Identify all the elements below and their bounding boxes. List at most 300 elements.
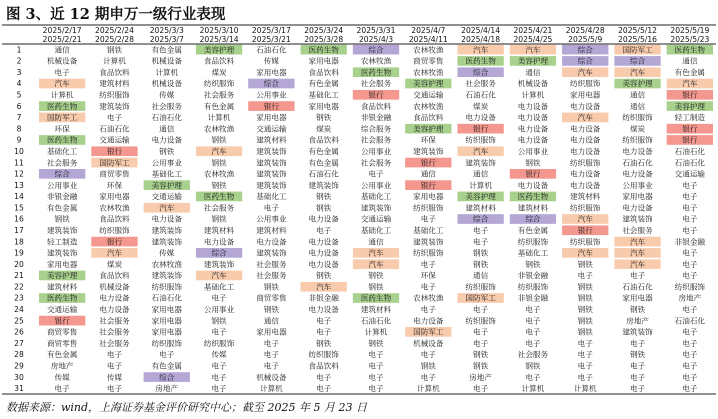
industry-cell: 钢铁 (368, 282, 384, 292)
industry-cell: 电子 (420, 305, 436, 315)
industry-cell: 电子 (473, 237, 489, 247)
industry-cell: 纺织服饰 (570, 203, 601, 213)
industry-cell: 计算机 (259, 384, 283, 394)
industry-cell: 钢铁 (159, 146, 175, 156)
industry-cell: 商贸零售 (99, 169, 130, 179)
industry-cell: 钢铁 (473, 350, 489, 360)
industry-cell: 钢铁 (316, 113, 332, 123)
industry-cell: 计算机 (207, 113, 231, 123)
industry-cell: 有色金属 (203, 101, 235, 111)
industry-cell: 银行 (420, 180, 436, 190)
industry-cell: 电子 (420, 282, 436, 292)
industry-cell: 美容护理 (46, 271, 78, 281)
industry-cell: 机械设备 (517, 79, 549, 89)
industry-cell: 电力设备 (622, 146, 653, 156)
rank-label: 7 (16, 113, 22, 123)
industry-cell: 环保 (420, 271, 436, 281)
industry-cell: 综合 (263, 79, 279, 89)
industry-cell: 有色金属 (46, 350, 78, 360)
industry-cell: 电子 (682, 203, 698, 213)
industry-cell: 基础化工 (360, 192, 392, 202)
industry-cell: 建筑材料 (203, 226, 235, 235)
industry-cell: 电子 (211, 372, 227, 382)
industry-cell: 电子 (629, 361, 646, 371)
industry-cell: 建筑装饰 (256, 146, 287, 156)
industry-cell: 通信 (525, 67, 541, 77)
industry-cell: 社会服务 (151, 101, 182, 111)
industry-cell: 社会服务 (360, 158, 392, 168)
industry-cell: 公用事业 (203, 305, 235, 315)
rank-label: 4 (16, 79, 22, 89)
industry-cell: 食品饮料 (308, 361, 339, 371)
industry-cell: 建筑装饰 (151, 237, 182, 247)
industry-cell: 非银金融 (308, 293, 339, 303)
industry-cell: 社会服务 (99, 327, 130, 337)
industry-cell: 计算机 (521, 90, 545, 100)
industry-cell: 医药生物 (308, 45, 339, 55)
industry-cell: 银行 (106, 146, 123, 156)
rank-label: 14 (14, 192, 24, 202)
industry-cell: 家用电器 (413, 192, 444, 202)
industry-cell: 商贸零售 (413, 56, 444, 66)
industry-cell: 房地产 (155, 384, 179, 394)
industry-cell: 通信 (54, 45, 70, 55)
industry-cell: 家用电器 (46, 259, 78, 269)
rank-label: 19 (14, 248, 24, 258)
industry-cell: 电子 (316, 226, 332, 235)
industry-cell: 交通运输 (151, 192, 182, 202)
industry-cell: 轻工制造 (674, 113, 706, 123)
industry-cell: 电子 (682, 214, 698, 224)
industry-cell: 电子 (629, 384, 646, 394)
industry-cell: 电子 (54, 67, 70, 77)
rank-label: 17 (14, 226, 24, 235)
industry-cell: 汽车 (368, 259, 384, 269)
industry-cell: 通信 (682, 56, 698, 66)
industry-cell: 有色金属 (46, 203, 78, 213)
industry-cell: 钢铁 (263, 305, 279, 315)
industry-cell: 电子 (682, 327, 698, 337)
industry-cell: 机械设备 (99, 282, 130, 292)
industry-cell: 钢铁 (420, 361, 436, 371)
rank-label: 11 (14, 158, 24, 168)
industry-cell: 电子 (420, 350, 436, 360)
industry-cell: 电子 (577, 361, 593, 371)
industry-cell: 食品饮料 (413, 113, 444, 123)
industry-cell: 有色金属 (517, 226, 549, 235)
industry-cell: 轻工制造 (46, 237, 78, 247)
industry-cell: 电子 (682, 180, 698, 190)
industry-cell: 有色金属 (674, 67, 706, 77)
industry-cell: 机械设备 (413, 338, 444, 348)
industry-cell: 电子 (525, 338, 541, 348)
industry-cell: 钢铁 (263, 282, 279, 292)
industry-cell: 电子 (420, 372, 436, 382)
industry-cell: 银行 (682, 124, 698, 134)
industry-cell: 纺织服饰 (570, 237, 601, 247)
industry-cell: 计算机 (50, 90, 74, 100)
rank-label: 25 (14, 316, 24, 326)
industry-cell: 汽车 (629, 259, 646, 269)
industry-cell: 农林牧渔 (413, 101, 444, 111)
industry-cell: 电子 (577, 338, 593, 348)
industry-cell: 电子 (525, 327, 541, 337)
industry-cell: 电子 (368, 169, 384, 179)
rank-label: 2 (16, 56, 22, 66)
industry-cell: 电子 (473, 327, 489, 337)
rank-label: 22 (14, 282, 24, 292)
industry-cell: 电力设备 (256, 237, 287, 247)
industry-cell: 纺织服饰 (308, 350, 339, 360)
industry-cell: 电子 (211, 384, 227, 394)
industry-cell: 传媒 (159, 248, 175, 258)
industry-cell: 电子 (368, 384, 384, 394)
industry-cell: 传媒 (106, 372, 123, 382)
industry-cell: 建筑装饰 (256, 169, 287, 179)
industry-cell: 建筑装饰 (203, 259, 235, 269)
industry-cell: 农林牧渔 (413, 45, 444, 55)
industry-cell: 石油石化 (674, 316, 706, 326)
industry-cell: 基础化工 (203, 282, 235, 292)
industry-cell: 社会服务 (99, 338, 130, 348)
industry-cell: 社会服务 (622, 226, 653, 235)
industry-cell: 电力设备 (570, 169, 601, 179)
industry-cell: 煤炭 (106, 259, 123, 269)
industry-cell: 电力设备 (308, 237, 339, 247)
industry-cell: 电子 (682, 350, 698, 360)
industry-cell: 电力设备 (308, 248, 339, 258)
industry-cell: 电子 (682, 338, 698, 348)
industry-cell: 汽车 (629, 237, 646, 247)
industry-cell: 建筑装饰 (308, 180, 339, 190)
industry-cell: 建筑材料 (256, 226, 287, 235)
period-start-label: 2025/3/10 (199, 26, 239, 35)
industry-cell: 电子 (682, 305, 698, 315)
industry-cell: 美容护理 (203, 45, 235, 55)
industry-cell: 电子 (525, 305, 541, 315)
industry-cell: 传媒 (263, 56, 279, 66)
industry-cell: 电子 (106, 350, 123, 360)
industry-cell: 石油石化 (151, 293, 182, 303)
industry-cell: 国防军工 (622, 45, 653, 55)
industry-cell: 家用电器 (256, 113, 287, 123)
industry-cell: 建筑材料 (46, 282, 78, 292)
industry-cell: 家用电器 (308, 56, 339, 66)
industry-cell: 公用事业 (151, 158, 182, 168)
industry-cell: 银行 (577, 226, 593, 235)
industry-cell: 纺织服饰 (151, 338, 182, 348)
industry-cell: 汽车 (577, 248, 593, 258)
industry-cell: 计算机 (416, 384, 440, 394)
industry-cell: 纺织服饰 (203, 79, 235, 89)
industry-cell: 电子 (682, 259, 698, 269)
industry-cell: 综合服务 (360, 124, 392, 134)
industry-cell: 计算机 (521, 384, 545, 394)
industry-cell: 银行 (420, 158, 436, 168)
industry-cell: 煤炭 (473, 101, 489, 111)
industry-cell: 电力设备 (517, 113, 549, 123)
industry-cell: 纺织服饰 (465, 135, 496, 145)
industry-cell: 钢铁 (106, 45, 123, 55)
industry-cell: 建筑材料 (360, 305, 392, 315)
industry-cell: 通信 (473, 169, 489, 179)
industry-cell: 传媒 (211, 350, 227, 360)
industry-cell: 汽车 (525, 45, 541, 55)
period-start-label: 2025/4/28 (565, 26, 605, 35)
industry-cell: 银行 (263, 101, 279, 111)
rank-label: 6 (16, 101, 22, 111)
industry-cell: 家用电器 (308, 101, 339, 111)
industry-cell: 综合 (525, 214, 541, 224)
industry-cell: 汽车 (159, 203, 175, 213)
industry-cell: 钢铁 (211, 135, 227, 145)
industry-cell: 电子 (106, 384, 123, 394)
industry-cell: 石油石化 (256, 45, 287, 55)
industry-cell: 建筑装饰 (256, 158, 287, 168)
industry-cell: 纺织服饰 (622, 113, 653, 123)
industry-cell: 电子 (159, 350, 175, 360)
industry-cell: 房地产 (50, 361, 74, 371)
industry-cell: 电子 (473, 338, 489, 348)
rank-label: 21 (14, 271, 24, 281)
industry-cell: 石油石化 (622, 282, 653, 292)
period-end-label: 2025/3/28 (304, 35, 344, 44)
industry-cell: 家用电器 (622, 192, 653, 202)
industry-cell: 食品饮料 (308, 67, 339, 77)
industry-cell: 钢铁 (211, 158, 227, 168)
period-start-label: 2025/3/3 (149, 26, 184, 35)
industry-cell: 通信 (629, 90, 646, 100)
figure-title: 图 3、近 12 期申万一级行业表现 (6, 6, 226, 23)
period-end-label: 2025/4/3 (358, 35, 394, 44)
industry-cell: 农林牧渔 (151, 259, 182, 269)
industry-cell: 石油石化 (622, 158, 653, 168)
industry-cell: 国防军工 (465, 293, 496, 303)
industry-cell: 有色金属 (151, 45, 182, 55)
industry-cell: 社会服务 (465, 79, 496, 89)
industry-cell: 电子 (316, 327, 332, 337)
industry-cell: 电子 (316, 316, 332, 326)
industry-cell: 汽车 (106, 248, 123, 258)
industry-cell: 纺织服饰 (99, 226, 130, 235)
industry-cell: 电子 (525, 316, 541, 326)
industry-cell: 社会服务 (360, 79, 392, 89)
period-start-label: 2025/3/17 (251, 26, 291, 35)
industry-cell: 食品饮料 (99, 271, 130, 281)
industry-cell: 交通运输 (46, 305, 78, 315)
industry-cell: 电力设备 (308, 305, 339, 315)
industry-cell: 社会服务 (99, 316, 130, 326)
industry-cell: 纺织服饰 (465, 282, 496, 292)
industry-cell: 汽车 (577, 113, 593, 123)
industry-cell: 计算机 (364, 327, 388, 337)
industry-cell: 钢铁 (211, 214, 227, 224)
industry-cell: 美容护理 (465, 192, 496, 202)
industry-cell: 社会服务 (203, 90, 235, 100)
industry-cell: 银行 (682, 135, 698, 145)
rank-label: 5 (16, 90, 22, 100)
rank-label: 12 (14, 169, 24, 179)
industry-cell: 电子 (106, 113, 123, 123)
period-start-label: 2025/3/31 (356, 26, 396, 35)
period-start-label: 2025/5/19 (670, 26, 710, 35)
industry-cell: 非银金融 (360, 113, 392, 123)
industry-cell: 建筑材料 (517, 203, 549, 213)
industry-cell: 电力设备 (465, 113, 496, 123)
industry-cell: 食品饮料 (203, 56, 235, 66)
rank-label: 28 (14, 350, 24, 360)
industry-cell: 商贸零售 (46, 338, 78, 348)
industry-cell: 电子 (211, 293, 227, 303)
industry-cell: 钢铁 (525, 361, 541, 371)
industry-cell: 钢铁 (577, 259, 593, 269)
period-end-label: 2025/4/18 (461, 35, 501, 44)
rank-label: 31 (14, 384, 24, 394)
industry-cell: 通信 (368, 237, 384, 247)
industry-cell: 社会服务 (203, 203, 235, 213)
industry-cell: 电力设备 (622, 169, 653, 179)
industry-cell: 农林牧渔 (99, 203, 130, 213)
industry-cell: 有色金属 (308, 146, 339, 156)
industry-cell: 商贸零售 (256, 293, 287, 303)
industry-cell: 基础化工 (517, 248, 549, 258)
industry-cell: 医药生物 (517, 192, 549, 202)
industry-cell: 电子 (682, 192, 698, 202)
industry-cell: 家用电器 (151, 316, 182, 326)
industry-cell: 汽车 (54, 79, 70, 89)
industry-cell: 钢铁 (211, 180, 227, 190)
industry-cell: 综合 (629, 56, 646, 66)
industry-cell: 非银金融 (46, 192, 78, 202)
rank-label: 13 (14, 180, 24, 190)
industry-cell: 房地产 (469, 372, 493, 382)
rank-label: 16 (14, 214, 24, 224)
industry-cell: 美容护理 (413, 79, 444, 89)
industry-cell: 电力设备 (570, 101, 601, 111)
industry-cell: 电子 (473, 305, 489, 315)
industry-cell: 环保 (106, 180, 123, 190)
industry-cell: 食品饮料 (99, 214, 130, 224)
industry-cell: 钢铁 (577, 282, 593, 292)
industry-cell: 建筑装饰 (151, 226, 182, 235)
industry-cell: 汽车 (368, 248, 384, 258)
industry-cell: 石油石化 (465, 90, 496, 100)
industry-cell: 非银金融 (674, 237, 706, 247)
industry-cell: 钢铁 (211, 316, 227, 326)
industry-cell: 钢铁 (368, 338, 384, 348)
industry-cell: 食品饮料 (308, 135, 339, 145)
industry-cell: 建筑装饰 (360, 203, 392, 213)
industry-cell: 医药生物 (360, 293, 392, 303)
industry-cell: 电子 (629, 372, 646, 382)
industry-cell: 汽车 (473, 146, 489, 156)
industry-cell: 钢铁 (629, 350, 646, 360)
industry-cell: 社会服务 (517, 350, 549, 360)
industry-cell: 银行 (525, 169, 541, 179)
industry-cell: 电子 (420, 214, 436, 224)
industry-cell: 电子 (263, 203, 279, 213)
rank-label: 20 (14, 259, 24, 269)
industry-cell: 钢铁 (577, 327, 593, 337)
industry-cell: 建筑材料 (256, 135, 287, 145)
industry-cell: 电子 (211, 361, 227, 371)
rank-label: 10 (14, 146, 24, 156)
industry-cell: 基础化工 (413, 226, 444, 235)
industry-cell: 美容护理 (151, 180, 182, 190)
industry-cell: 非银金融 (517, 271, 549, 281)
rank-label: 23 (14, 293, 24, 303)
industry-cell: 建筑装饰 (151, 271, 182, 281)
industry-cell: 电力设备 (570, 135, 601, 145)
industry-cell: 汽车 (682, 79, 698, 89)
rank-label: 18 (14, 237, 24, 247)
table-svg (0, 24, 718, 396)
industry-cell: 石油石化 (99, 124, 130, 134)
rank-label: 9 (16, 135, 22, 145)
rank-label: 26 (14, 327, 24, 337)
industry-cell: 建筑装饰 (99, 101, 130, 111)
industry-cell: 传媒 (54, 372, 70, 382)
industry-cell: 家用电器 (99, 192, 130, 202)
industry-cell: 医药生物 (46, 293, 78, 303)
industry-cell: 电力设备 (99, 305, 130, 315)
industry-cell: 传媒 (159, 90, 175, 100)
industry-cell: 有色金属 (308, 158, 339, 168)
industry-cell: 农林牧渔 (413, 67, 444, 77)
industry-cell: 电子 (211, 327, 227, 337)
industry-cell: 纺织服饰 (151, 282, 182, 292)
industry-cell: 农林牧渔 (413, 293, 444, 303)
industry-cell: 电子 (629, 271, 646, 281)
industry-cell: 电力设备 (99, 293, 130, 303)
industry-cell: 纺织服饰 (622, 135, 653, 145)
industry-cell: 国防军工 (413, 327, 444, 337)
industry-cell: 美容护理 (413, 124, 444, 134)
industry-cell: 电子 (368, 361, 384, 371)
rank-label: 30 (14, 372, 24, 382)
industry-cell: 家用电器 (151, 327, 182, 337)
industry-cell: 农林牧渔 (203, 124, 235, 134)
industry-cell: 农林牧渔 (203, 169, 235, 179)
industry-cell: 煤炭 (211, 67, 227, 77)
industry-cell: 社会服务 (46, 158, 78, 168)
industry-cell: 纺织服饰 (413, 248, 444, 258)
industry-cell: 食品饮料 (360, 101, 392, 111)
industry-cell: 电子 (682, 248, 698, 258)
industry-cell: 钢铁 (473, 248, 489, 258)
industry-cell: 纺织服饰 (203, 338, 235, 348)
industry-cell: 农林牧渔 (360, 56, 392, 66)
industry-cell: 电子 (368, 350, 384, 360)
industry-cell: 国防军工 (99, 158, 130, 168)
industry-cell: 电子 (682, 372, 698, 382)
industry-cell: 电力设备 (517, 124, 549, 134)
industry-cell: 医药生物 (46, 135, 78, 145)
industry-cell: 建筑装饰 (465, 158, 496, 168)
industry-cell: 电力设备 (517, 135, 549, 145)
industry-cell: 通信 (263, 316, 279, 326)
period-end-label: 2025/5/9 (568, 35, 603, 44)
industry-cell: 钢铁 (473, 259, 489, 269)
period-start-label: 2025/4/14 (461, 26, 501, 35)
industry-cell: 电子 (577, 372, 593, 382)
period-start-label: 2025/4/21 (513, 26, 553, 35)
industry-cell: 家用电器 (256, 327, 287, 337)
industry-cell: 商贸零售 (46, 327, 78, 337)
industry-cell: 医药生物 (203, 192, 235, 202)
industry-cell: 钢铁 (316, 192, 332, 202)
industry-cell: 石油石化 (674, 158, 706, 168)
